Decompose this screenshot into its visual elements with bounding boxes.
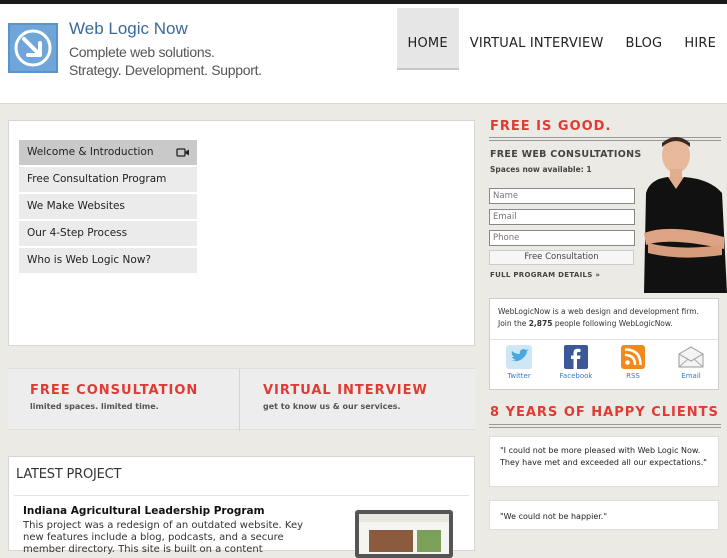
nav-hire[interactable]: HIRE — [673, 8, 727, 70]
spaces-available: Spaces now available: 1 — [490, 165, 592, 174]
social-facebook[interactable]: Facebook — [556, 345, 596, 380]
name-field[interactable] — [489, 188, 635, 204]
happy-clients-heading: 8 YEARS OF HAPPY CLIENTS — [490, 405, 719, 420]
menu-item-label: Welcome & Introduction — [27, 146, 153, 158]
consultations-title: FREE WEB CONSULTATIONS — [490, 149, 641, 160]
cta-title: FREE CONSULTATION — [30, 383, 198, 398]
menu-item-free-consultation[interactable] — [19, 167, 197, 192]
menu-item-we-make-websites[interactable] — [19, 194, 197, 219]
testimonial: "I could not be more pleased with Web Logic Now. They have met and exceeded all our expectations." — [489, 436, 719, 487]
social-rss[interactable]: RSS — [613, 345, 653, 380]
cta-subtitle: limited spaces. limited time. — [30, 402, 159, 411]
cta-title: VIRTUAL INTERVIEW — [263, 383, 428, 398]
menu-item-label: Our 4-Step Process — [27, 227, 127, 239]
virtual-interview-cta[interactable] — [241, 369, 475, 431]
site-tagline-line-2: Strategy. Development. Support. — [69, 61, 262, 79]
menu-item-4-step-process[interactable] — [19, 221, 197, 246]
video-camera-icon — [177, 148, 189, 157]
facebook-icon — [564, 345, 588, 369]
site-tagline-line-1: Complete web solutions. — [69, 43, 262, 61]
divider — [14, 495, 469, 496]
menu-item-label: We Make Websites — [27, 200, 125, 212]
nav-blog[interactable]: BLOG — [615, 8, 674, 70]
nav-home[interactable]: HOME — [397, 8, 459, 70]
cta-subtitle: get to know us & our services. — [263, 402, 401, 411]
phone-field[interactable] — [489, 230, 635, 246]
envelope-icon — [677, 345, 705, 369]
cta-strip — [8, 368, 475, 430]
menu-item-who-is[interactable] — [19, 248, 197, 273]
intro-panel — [8, 120, 475, 346]
menu-item-label: Free Consultation Program — [27, 173, 166, 185]
social-twitter[interactable]: Twitter — [499, 345, 539, 380]
project-thumbnail[interactable] — [355, 510, 453, 558]
latest-project-panel — [8, 456, 475, 551]
social-blurb: WebLogicNow is a web design and development firm. Join the 2,875 people following WebLogicNow. — [498, 306, 712, 330]
nav-virtual-interview[interactable]: VIRTUAL INTERVIEW — [459, 8, 615, 70]
latest-project-heading: LATEST PROJECT — [16, 467, 121, 482]
project-description: This project was a redesign of an outdated website. Key new features include a blog, podcasts, and a secure member directory. This site is built on a content — [23, 520, 308, 556]
social-box — [489, 298, 719, 390]
twitter-bird-icon — [506, 345, 532, 369]
email-field[interactable] — [489, 209, 635, 225]
full-program-details-link[interactable]: FULL PROGRAM DETAILS » — [490, 271, 600, 279]
free-is-good-heading: FREE IS GOOD. — [490, 119, 611, 134]
menu-item-label: Who is Web Logic Now? — [27, 254, 151, 266]
free-consultation-cta[interactable] — [8, 369, 240, 431]
site-header — [0, 4, 727, 104]
logo-text[interactable] — [69, 19, 262, 79]
main-nav — [397, 8, 727, 70]
social-email[interactable]: Email — [671, 345, 711, 380]
follower-count: 2,875 — [529, 319, 553, 328]
rss-icon — [621, 345, 645, 369]
logo-icon[interactable] — [8, 23, 58, 73]
person-photo — [640, 133, 727, 293]
free-consultation-button[interactable]: Free Consultation — [489, 250, 634, 265]
site-title: Web Logic Now — [69, 19, 262, 39]
divider — [490, 339, 718, 340]
intro-menu — [19, 140, 197, 275]
menu-item-welcome[interactable] — [19, 140, 197, 165]
project-title[interactable]: Indiana Agricultural Leadership Program — [23, 505, 265, 517]
double-rule — [489, 424, 721, 428]
testimonial: "We could not be happier." — [489, 500, 719, 530]
